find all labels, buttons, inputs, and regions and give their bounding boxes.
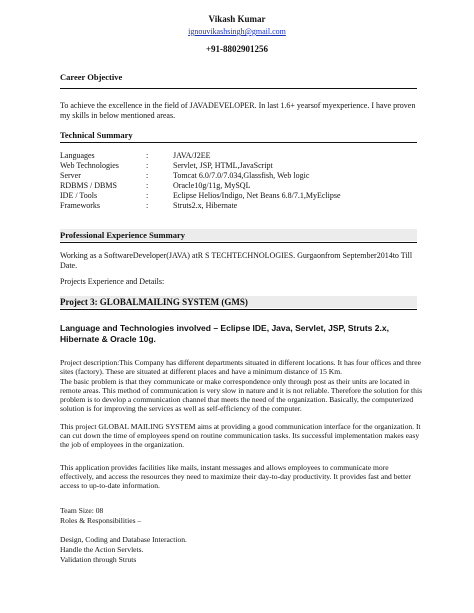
tech-label: Frameworks (60, 201, 100, 210)
professional-divider (60, 242, 417, 243)
project-title: Project 3: GLOBALMAILING SYSTEM (GMS) (60, 297, 248, 307)
tech-value: JAVA/J2EE (173, 151, 211, 160)
candidate-name: Vikash Kumar (208, 14, 266, 24)
career-objective-text: To achieve the excellence in the field of JAVADEVELOPER. In last 1.6+ yearsof myexperience. I have proven my skills in below mentioned areas. (60, 101, 416, 120)
technical-divider (60, 142, 417, 143)
email-link[interactable]: ignouvikashsingh@gmail.com (188, 27, 286, 36)
project-description-4: This application provides facilities like mails, instant messages and allows employees to communicate more effectively, and access the resources they need to maximize their day-to-day productivity. It provides fast and better access to up-to-date information. (60, 463, 412, 490)
project-description-2: The basic problem is that they communicate or make correspondence only through post as their units are located in remote areas. This method of communication is very slow in nature and it is not reliable. Therefore the solution for this problem is to develop a communication channel that meets the need of the organization. Basically, the computerized solution is for improving the services as well as self-efficiency of the computer. (60, 377, 423, 413)
tech-value: Eclipse Helios/Indigo, Net Beans 6.8/7.1,MyEclipse (173, 191, 341, 200)
projects-intro: Projects Experience and Details: (60, 277, 165, 286)
career-divider (60, 88, 417, 89)
professional-summary-text: Working as a SoftwareDeveloper(JAVA) atR S TECHTECHNOLOGIES. Gurgaonfrom September2014to Till Date. (60, 251, 413, 270)
professional-summary-title: Professional Experience Summary (60, 230, 185, 240)
tech-label: RDBMS / DBMS (60, 181, 117, 190)
tech-label: Server (60, 171, 81, 180)
tech-value: Tomcat 6.0/7.0/7.034,Glassfish, Web logic (173, 171, 310, 180)
tech-separator: : (146, 151, 149, 160)
tech-label: Web Technologies (60, 161, 119, 170)
roles-title: Roles & Responsibilities – (60, 516, 142, 525)
tech-row-web-technologies (60, 161, 420, 170)
tech-row-rdbms (60, 181, 420, 190)
tech-row-ide-tools (60, 191, 420, 200)
tech-separator: : (146, 181, 149, 190)
tech-separator: : (146, 171, 149, 180)
tech-separator: : (146, 191, 149, 200)
tech-label: IDE / Tools (60, 191, 98, 200)
tech-row-languages (60, 151, 420, 160)
team-size: Team Size: 08 (60, 506, 104, 515)
tech-value: Oracle10g/11g, MySQL (173, 181, 251, 190)
tech-row-server (60, 171, 420, 180)
technical-summary-title: Technical Summary (60, 130, 133, 140)
responsibility-item: Design, Coding and Database Interaction. (60, 535, 187, 544)
responsibility-item: Validation through Struts (60, 555, 137, 564)
career-objective-title: Career Objective (60, 72, 123, 82)
project-description-1: Project description:This Company has different departments situated in different locations. It has four offices and three sites (factory). These are situated at different places and have a minimum distance of 15 Km. (60, 358, 422, 376)
phone-number: +91-8802901256 (205, 44, 269, 54)
tech-separator: : (146, 161, 149, 170)
tech-value: Struts2.x, Hibernate (173, 201, 238, 210)
project-description-3: This project GLOBAL MAILING SYSTEM aims at providing a good communication interface for the organization. It can cut down the time of employees spend on routine communication tasks. Its successful implementation makes easy the job of employees in the organization. (60, 422, 421, 449)
project-languages: Language and Technologies involved – Eclipse IDE, Java, Servlet, JSP, Struts 2.x, Hibernate & Oracle 10g. (60, 323, 389, 344)
project-divider (60, 309, 417, 310)
responsibility-item: Handle the Action Servlets. (60, 545, 144, 554)
tech-separator: : (146, 201, 149, 210)
tech-label: Languages (60, 151, 95, 160)
tech-row-frameworks (60, 201, 420, 210)
tech-value: Servlet, JSP, HTML,JavaScript (173, 161, 273, 170)
